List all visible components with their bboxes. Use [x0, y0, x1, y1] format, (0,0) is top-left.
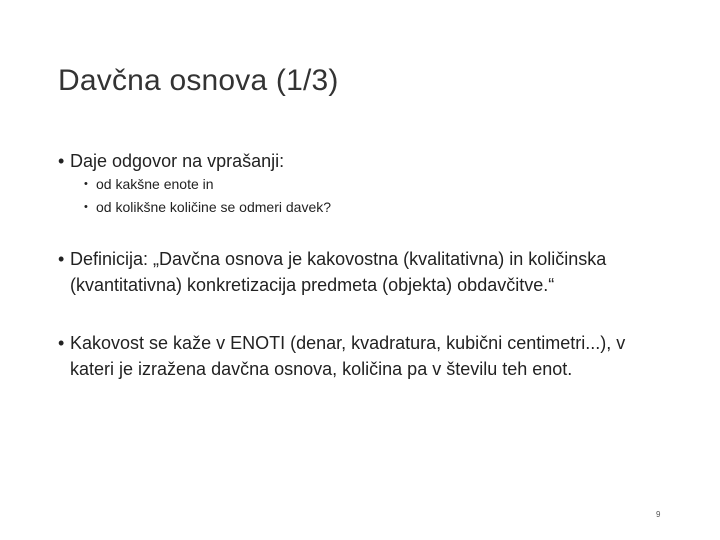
bullet-text: Definicija: „Davčna osnova je kakovostna (kvalitativna) in količinska (kvantitativna) konkretizacija predmeta (objekta) obdavčitve.“ [70, 249, 607, 295]
slide-title: Davčna osnova (1/3) [58, 64, 339, 97]
bullet-text: Kakovost se kaže v ENOTI (denar, kvadratura, kubični centimetri...), v kateri je izražena davčna osnova, količina pa v številu teh enot. [70, 333, 626, 379]
bullet-dot-icon: • [58, 249, 65, 269]
bullet-dot-icon: • [58, 151, 65, 171]
sub-bullet-item [84, 174, 214, 194]
bullet-dot-icon: • [58, 333, 65, 353]
sub-bullet-item [84, 197, 331, 217]
bullet-item [58, 330, 668, 382]
page-number: 9 [656, 510, 661, 519]
bullet-item [58, 246, 668, 298]
sub-bullet-text: od kakšne enote in [96, 176, 214, 192]
bullet-item [58, 148, 668, 174]
bullet-dot-icon: • [84, 178, 88, 190]
bullet-dot-icon: • [84, 201, 88, 213]
sub-bullet-text: od kolikšne količine se odmeri davek? [96, 199, 332, 215]
bullet-text: Daje odgovor na vprašanji: [70, 151, 285, 171]
